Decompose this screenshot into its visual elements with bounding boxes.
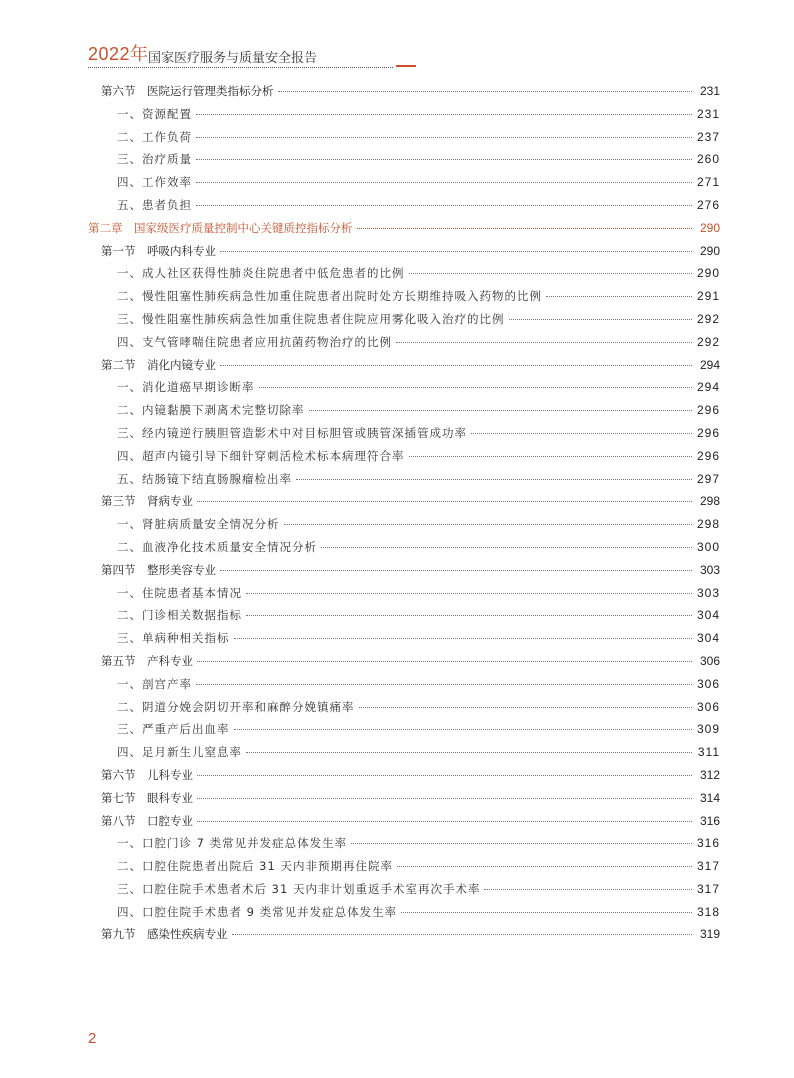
toc-entry-page: 316: [699, 813, 720, 828]
toc-entry-item[interactable]: [88, 379, 720, 402]
toc-leader-dots: [296, 479, 692, 480]
toc-entry-title: 第五节 产科专业: [101, 653, 193, 668]
toc-entry-item[interactable]: [88, 311, 720, 334]
toc-leader-dots: [309, 410, 693, 411]
toc-entry-title: 二、内镜黏膜下剥离术完整切除率: [117, 403, 305, 418]
toc-leader-dots: [196, 159, 692, 160]
toc-entry-chapter[interactable]: [88, 220, 720, 243]
toc-entry-title: 第二章 国家级医疗质量控制中心关键质控指标分析: [88, 220, 353, 235]
header-year: 2022年: [88, 44, 149, 64]
toc-entry-item[interactable]: [88, 744, 720, 767]
toc-entry-title: 四、口腔住院手术患者 9 类常见并发症总体发生率: [117, 904, 398, 919]
toc-entry-title: 一、资源配置: [117, 106, 192, 121]
toc-entry-title: 四、足月新生儿窒息率: [117, 745, 242, 760]
toc-leader-dots: [197, 821, 692, 822]
toc-leader-dots: [351, 843, 692, 844]
toc-entry-page: 317: [696, 881, 720, 896]
toc-entry-item[interactable]: [88, 265, 720, 288]
toc-entry-page: 298: [696, 517, 720, 532]
toc-entry-section[interactable]: [88, 926, 720, 949]
toc-entry-title: 第九节 感染性疾病专业: [101, 927, 228, 942]
toc-entry-item[interactable]: [88, 585, 720, 608]
toc-leader-dots: [359, 707, 693, 708]
toc-entry-page: 298: [699, 494, 720, 509]
toc-entry-item[interactable]: [88, 288, 720, 311]
header-dotted-rule: [88, 67, 393, 68]
toc-leader-dots: [220, 251, 692, 252]
toc-entry-page: 318: [696, 904, 720, 919]
toc-entry-page: 319: [699, 927, 720, 942]
toc-entry-page: 297: [696, 471, 720, 486]
toc-entry-title: 二、口腔住院患者出院后 31 天内非预期再住院率: [117, 859, 393, 874]
toc-leader-dots: [401, 912, 692, 913]
toc-entry-title: 第四节 整形美容专业: [101, 562, 216, 577]
toc-entry-page: 309: [696, 722, 720, 737]
toc-leader-dots: [284, 524, 693, 525]
toc-leader-dots: [220, 570, 692, 571]
toc-entry-page: 314: [699, 790, 720, 805]
toc-entry-title: 二、慢性阻塞性肺疾病急性加重住院患者出院时处方长期维持吸入药物的比例: [117, 289, 542, 304]
toc-entry-section[interactable]: [88, 790, 720, 813]
toc-leader-dots: [396, 342, 692, 343]
toc-entry-title: 第八节 口腔专业: [101, 813, 193, 828]
toc-entry-page: 306: [696, 699, 720, 714]
page-number: 2: [88, 1030, 97, 1047]
toc-leader-dots: [197, 775, 692, 776]
toc-leader-dots: [471, 433, 692, 434]
toc-leader-dots: [197, 661, 692, 662]
toc-entry-section[interactable]: [88, 83, 720, 106]
toc-leader-dots: [234, 729, 693, 730]
toc-leader-dots: [196, 137, 692, 138]
toc-entry-title: 三、治疗质量: [117, 152, 192, 167]
toc-entry-item[interactable]: [88, 607, 720, 630]
toc-entry-page: 303: [696, 585, 720, 600]
header-report-title: 国家医疗服务与质量安全报告: [148, 51, 318, 66]
toc-entry-title: 一、消化道癌早期诊断率: [117, 380, 255, 395]
toc-entry-item[interactable]: [88, 881, 720, 904]
toc-leader-dots: [546, 296, 692, 297]
toc-entry-title: 二、阴道分娩会阴切开率和麻醉分娩镇痛率: [117, 699, 355, 714]
toc-entry-item[interactable]: [88, 516, 720, 539]
toc-entry-title: 三、严重产后出血率: [117, 722, 230, 737]
toc-entry-title: 第六节 儿科专业: [101, 767, 193, 782]
toc-entry-title: 一、住院患者基本情况: [117, 585, 242, 600]
toc-entry-section[interactable]: [88, 653, 720, 676]
toc-entry-page: 237: [696, 129, 720, 144]
toc-entry-item[interactable]: [88, 174, 720, 197]
toc-leader-dots: [196, 684, 692, 685]
toc-leader-dots: [484, 889, 692, 890]
toc-leader-dots: [196, 114, 692, 115]
toc-entry-title: 四、超声内镜引导下细针穿刺活检术标本病理符合率: [117, 448, 405, 463]
toc-entry-item[interactable]: [88, 630, 720, 653]
toc-entry-page: 303: [699, 562, 720, 577]
toc-entry-item[interactable]: [88, 471, 720, 494]
toc-entry-page: 311: [697, 745, 720, 760]
toc-entry-page: 304: [696, 631, 720, 646]
toc-leader-dots: [321, 547, 692, 548]
toc-leader-dots: [259, 387, 693, 388]
toc-entry-title: 四、工作效率: [117, 175, 192, 190]
toc-entry-title: 三、经内镜逆行胰胆管造影术中对目标胆管或胰管深插管成功率: [117, 425, 467, 440]
toc-entry-item[interactable]: [88, 448, 720, 471]
table-of-contents: [88, 83, 720, 949]
toc-entry-title: 五、患者负担: [117, 197, 192, 212]
toc-entry-item[interactable]: [88, 699, 720, 722]
toc-entry-page: 296: [696, 448, 720, 463]
toc-entry-page: 290: [699, 243, 720, 258]
toc-entry-item[interactable]: [88, 106, 720, 129]
toc-entry-title: 第六节 医院运行管理类指标分析: [101, 84, 274, 98]
toc-leader-dots: [197, 501, 692, 502]
toc-entry-page: 300: [696, 539, 720, 554]
toc-entry-page: 294: [696, 380, 720, 395]
toc-entry-title: 三、单病种相关指标: [117, 631, 230, 646]
toc-leader-dots: [196, 205, 692, 206]
toc-leader-dots: [234, 638, 693, 639]
toc-entry-item[interactable]: [88, 334, 720, 357]
toc-entry-title: 第二节 消化内镜专业: [101, 357, 216, 372]
header-accent-bar: [396, 65, 416, 67]
toc-leader-dots: [409, 456, 693, 457]
toc-entry-page: 306: [696, 676, 720, 691]
toc-entry-title: 二、门诊相关数据指标: [117, 608, 242, 623]
toc-entry-section[interactable]: [88, 493, 720, 516]
toc-entry-item[interactable]: [88, 539, 720, 562]
toc-leader-dots: [196, 182, 692, 183]
toc-entry-page: 260: [696, 152, 720, 167]
toc-entry-page: 276: [696, 197, 720, 212]
toc-entry-item[interactable]: [88, 721, 720, 744]
toc-entry-item[interactable]: [88, 425, 720, 448]
toc-entry-page: 294: [699, 357, 720, 372]
toc-entry-title: 第一节 呼吸内科专业: [101, 243, 216, 258]
toc-leader-dots: [220, 365, 692, 366]
toc-entry-section[interactable]: [88, 357, 720, 380]
toc-entry-title: 第三节 肾病专业: [101, 494, 193, 509]
toc-entry-title: 一、肾脏病质量安全情况分析: [117, 517, 280, 532]
toc-entry-page: 290: [696, 266, 720, 281]
toc-entry-page: 231: [696, 106, 720, 121]
toc-leader-dots: [357, 228, 693, 229]
toc-entry-page: 316: [696, 836, 720, 851]
toc-entry-page: 317: [696, 859, 720, 874]
toc-entry-title: 四、支气管哮喘住院患者应用抗菌药物治疗的比例: [117, 334, 392, 349]
toc-entry-item[interactable]: [88, 129, 720, 152]
toc-entry-title: 三、慢性阻塞性肺疾病急性加重住院患者住院应用雾化吸入治疗的比例: [117, 311, 505, 326]
toc-entry-item[interactable]: [88, 676, 720, 699]
toc-entry-item[interactable]: [88, 402, 720, 425]
toc-entry-section[interactable]: [88, 562, 720, 585]
running-header: [88, 40, 718, 72]
toc-entry-section[interactable]: [88, 767, 720, 790]
toc-entry-item[interactable]: [88, 835, 720, 858]
toc-entry-title: 二、工作负荷: [117, 129, 192, 144]
toc-entry-title: 一、口腔门诊 7 类常见并发症总体发生率: [117, 836, 348, 851]
toc-entry-page: 312: [699, 767, 720, 782]
toc-entry-section[interactable]: [88, 813, 720, 836]
toc-entry-page: 306: [699, 653, 720, 668]
toc-entry-title: 五、结肠镜下结直肠腺瘤检出率: [117, 471, 292, 486]
toc-entry-page: 292: [696, 334, 720, 349]
toc-entry-title: 一、剖宫产率: [117, 676, 192, 691]
toc-entry-page: 271: [696, 175, 720, 190]
toc-entry-item[interactable]: [88, 858, 720, 881]
toc-leader-dots: [232, 934, 693, 935]
toc-leader-dots: [197, 798, 692, 799]
toc-leader-dots: [246, 615, 692, 616]
toc-entry-page: 296: [696, 425, 720, 440]
toc-entry-page: 292: [696, 311, 720, 326]
toc-entry-title: 一、成人社区获得性肺炎住院患者中低危患者的比例: [117, 266, 405, 281]
toc-leader-dots: [397, 866, 692, 867]
toc-leader-dots: [246, 593, 692, 594]
toc-leader-dots: [509, 319, 693, 320]
toc-leader-dots: [246, 752, 692, 753]
toc-leader-dots: [278, 91, 693, 92]
toc-entry-page: 231: [699, 84, 720, 98]
toc-leader-dots: [409, 273, 693, 274]
toc-entry-page: 290: [699, 220, 720, 235]
toc-entry-item[interactable]: [88, 151, 720, 174]
toc-entry-item[interactable]: [88, 197, 720, 220]
toc-entry-item[interactable]: [88, 904, 720, 927]
toc-entry-section[interactable]: [88, 243, 720, 266]
toc-entry-page: 304: [696, 608, 720, 623]
toc-entry-title: 三、口腔住院手术患者术后 31 天内非计划重返手术室再次手术率: [117, 881, 481, 896]
toc-entry-title: 第七节 眼科专业: [101, 790, 193, 805]
toc-entry-title: 二、血液净化技术质量安全情况分析: [117, 539, 317, 554]
toc-entry-page: 291: [696, 289, 720, 304]
toc-entry-page: 296: [696, 403, 720, 418]
